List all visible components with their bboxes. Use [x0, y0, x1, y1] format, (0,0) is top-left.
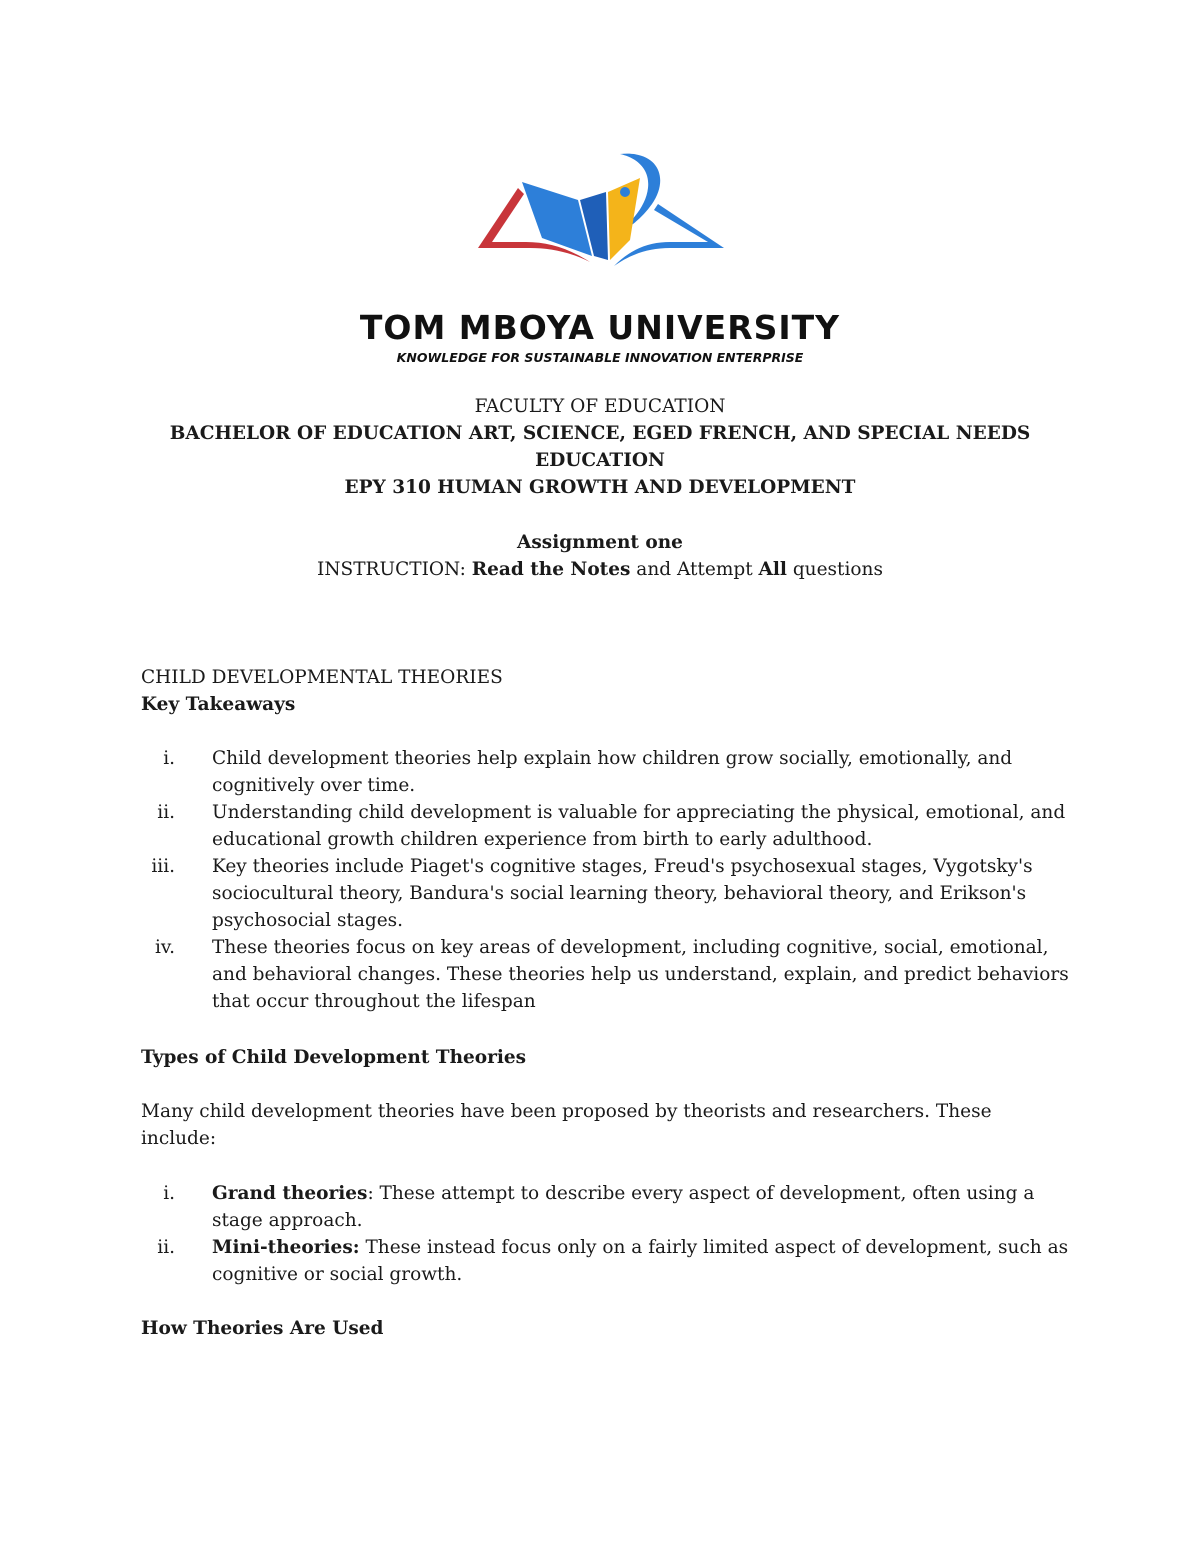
- list-item-text: : These attempt to describe every aspect of development, often using a stage approach.: [212, 1183, 1035, 1231]
- section-intro-paragraph: [141, 1098, 1001, 1152]
- assignment-block: [0, 529, 1200, 583]
- list-item-text: Understanding child development is valuable for appreciating the physical, emotional, and educational growth children experience from birth to early adulthood.: [212, 802, 1066, 850]
- section-title: Types of Child Development Theories: [141, 1047, 527, 1068]
- list-item-term: Grand theories: [212, 1183, 368, 1204]
- list-item-text: Key theories include Piaget's cognitive stages, Freud's psychosexual stages, Vygotsky's sociocultural theory, Bandura's social learning theory, behavioral theory, and Erikson's psychosocial stages.: [212, 856, 1033, 931]
- theory-types-list: [141, 1180, 1071, 1288]
- list-item: [141, 934, 1071, 1015]
- list-item-number: ii.: [157, 802, 175, 823]
- list-item-text: These theories focus on key areas of development, including cognitive, social, emotional, and behavioral changes. These theories help us understand, explain, and predict behaviors that occur throughout the lifespan: [212, 937, 1069, 1012]
- programme-line-1: BACHELOR OF EDUCATION ART, SCIENCE, EGED FRENCH, AND SPECIAL NEEDS: [169, 423, 1031, 444]
- list-item-number: iv.: [154, 937, 175, 958]
- list-item-number: i.: [163, 748, 175, 769]
- instruction-bold-all: All: [758, 559, 787, 580]
- document-heading: [0, 393, 1200, 501]
- list-item: [141, 1180, 1071, 1234]
- course-title: EPY 310 HUMAN GROWTH AND DEVELOPMENT: [344, 477, 856, 498]
- list-item-number: ii.: [157, 1237, 175, 1258]
- key-takeaways-list: [141, 745, 1071, 1015]
- assignment-title: Assignment one: [517, 532, 683, 553]
- list-item-number: iii.: [151, 856, 175, 877]
- university-motto: KNOWLEDGE FOR SUSTAINABLE INNOVATION ENTERPRISE: [396, 350, 804, 365]
- instruction-mid: and Attempt: [636, 559, 753, 580]
- list-item: [141, 799, 1071, 853]
- section-how-theories-are-used: [141, 1315, 1071, 1342]
- section-subtitle: Key Takeaways: [141, 694, 296, 715]
- section-types-of-theories: [141, 1044, 1071, 1071]
- instruction-label: INSTRUCTION:: [317, 559, 466, 580]
- programme-line-2: EDUCATION: [535, 450, 665, 471]
- section-child-developmental-theories: [141, 664, 1071, 718]
- list-item: [141, 745, 1071, 799]
- list-item-term: Mini-theories:: [212, 1237, 360, 1258]
- university-name: TOM MBOYA UNIVERSITY: [359, 308, 841, 347]
- section-title: How Theories Are Used: [141, 1318, 384, 1339]
- list-item-text: Child development theories help explain how children grow socially, emotionally, and cognitively over time.: [212, 748, 1013, 796]
- instruction-bold-read: Read the Notes: [471, 559, 631, 580]
- university-logo-icon: [470, 148, 732, 274]
- list-item-number: i.: [163, 1183, 175, 1204]
- faculty-title: FACULTY OF EDUCATION: [474, 396, 726, 417]
- paragraph: Many child development theories have been proposed by theorists and researchers. These include:: [141, 1101, 992, 1149]
- list-item: [141, 1234, 1071, 1288]
- list-item-text: These instead focus only on a fairly limited aspect of development, such as cognitive or social growth.: [212, 1237, 1069, 1285]
- list-item: [141, 853, 1071, 934]
- assignment-instruction: [0, 556, 1200, 583]
- section-title: CHILD DEVELOPMENTAL THEORIES: [141, 667, 503, 688]
- instruction-end: questions: [792, 559, 883, 580]
